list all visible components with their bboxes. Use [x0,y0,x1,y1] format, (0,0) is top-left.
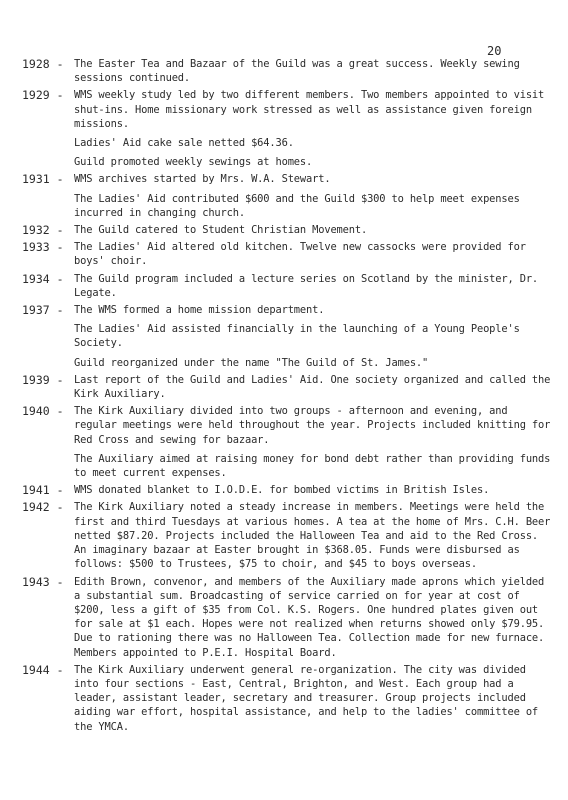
entry-year: 1942 - [22,500,64,515]
timeline-entry [22,404,552,480]
timeline-entry [22,483,552,497]
entry-body [74,88,552,169]
entry-paragraph: Edith Brown, convenor, and members of the Auxiliary made aprons which yielded a substantial sum. Broadcasting of service carried on for year at cost of $200, less a gift of $35 from Col. K.S. Rogers. One hundred plates given out for sale at $1 each. Hopes were not realized when returns showed only $79.95. Due to rationing there was no Halloween Tea. Collection made for new furnace. Members appointed to P.E.I. Hospital Board. [74,575,545,659]
entry-year: 1929 - [22,88,64,103]
entry-year: 1931 - [22,172,64,187]
entry-body [74,272,552,300]
entry-body [74,404,552,480]
entry-body [74,575,552,660]
entry-year: 1937 - [22,303,64,318]
timeline-entry [22,223,552,237]
timeline-entry [22,303,552,370]
entry-year: 1939 - [22,372,64,387]
entry-paragraph: The Ladies' Aid assisted financially in the launching of a Young People's Society. [74,323,520,350]
timeline-entry [22,272,552,300]
entry-list [22,57,552,737]
entry-body [74,663,552,734]
entry-year: 1943 - [22,574,64,589]
entry-paragraph: The WMS formed a home mission department. [74,304,325,317]
timeline-entry [22,663,552,734]
entry-body [74,172,552,220]
entry-year: 1944 - [22,662,64,677]
entry-paragraph: The Guild catered to Student Christian Movement. [74,224,368,237]
entry-body [74,240,552,268]
entry-year: 1934 - [22,271,64,286]
entry-body [74,483,552,497]
entry-paragraph: The Kirk Auxiliary divided into two groups - afternoon and evening, and regular meetings were held throughout the year. Projects included knitting for Red Cross and sewing for bazaar. [74,405,551,446]
entry-year: 1932 - [22,223,64,238]
entry-paragraph: WMS archives started by Mrs. W.A. Stewart. [74,173,331,186]
timeline-entry [22,88,552,169]
entry-paragraph: The Easter Tea and Bazaar of the Guild was a great success. Weekly sewing sessions continued. [74,58,520,85]
entry-body [74,303,552,370]
entry-year: 1928 - [22,57,64,71]
entry-paragraph: The Guild program included a lecture series on Scotland by the minister, Dr. Legate. [74,272,539,299]
entry-paragraph: The Kirk Auxiliary noted a steady increase in members. Meetings were held the first and third Tuesdays at various homes. A tea at the home of Mrs. C.H. Beer netted $87.20. Projects included the Halloween Tea and aid to the Red Cross. An imaginary bazaar at Easter brought in $368.05. Funds were disbursed as follows: $500 to Trustees, $75 to choir, and $45 to boys overseas. [74,501,551,571]
entry-paragraph: The Ladies' Aid altered old kitchen. Twelve new cassocks were provided for boys' choir. [74,241,526,268]
entry-paragraph: Ladies' Aid cake sale netted $64.36. [74,137,294,150]
entry-body [74,223,552,237]
timeline-entry [22,500,552,571]
entry-body [74,500,552,571]
timeline-entry [22,240,552,268]
timeline-entry [22,57,552,85]
page-number: 20 [487,44,502,58]
entry-paragraph: Guild reorganized under the name "The Guild of St. James." [74,356,429,369]
entry-body [74,57,552,85]
entry-paragraph: The Kirk Auxiliary underwent general re-organization. The city was divided into four sections - East, Central, Brighton, and West. Each group had a leader, assistant leader, secretary and treasurer. Group projects included aiding war effort, hospital assistance, and help to the ladies' committee of the YMCA. [74,663,539,733]
entry-paragraph: The Ladies' Aid contributed $600 and the Guild $300 to help meet expenses incurred in changing church. [74,192,520,219]
entry-year: 1933 - [22,240,64,255]
entry-paragraph: WMS weekly study led by two different members. Two members appointed to visit shut-ins. Home missionary work stressed as well as assistance given foreign missions. [74,89,545,130]
timeline-entry [22,373,552,401]
entry-paragraph: Guild promoted weekly sewings at homes. [74,156,313,169]
entry-paragraph: Last report of the Guild and Ladies' Aid. One society organized and called the Kirk Auxiliary. [74,373,551,401]
entry-body [74,373,552,401]
entry-paragraph: The Auxiliary aimed at raising money for bond debt rather than providing funds to meet current expenses. [74,452,551,480]
entry-year: 1941 - [22,483,64,498]
entry-year: 1940 - [22,404,64,419]
timeline-entry [22,172,552,220]
entry-paragraph: WMS donated blanket to I.O.D.E. for bombed victims in British Isles. [74,484,490,497]
timeline-entry [22,575,552,660]
